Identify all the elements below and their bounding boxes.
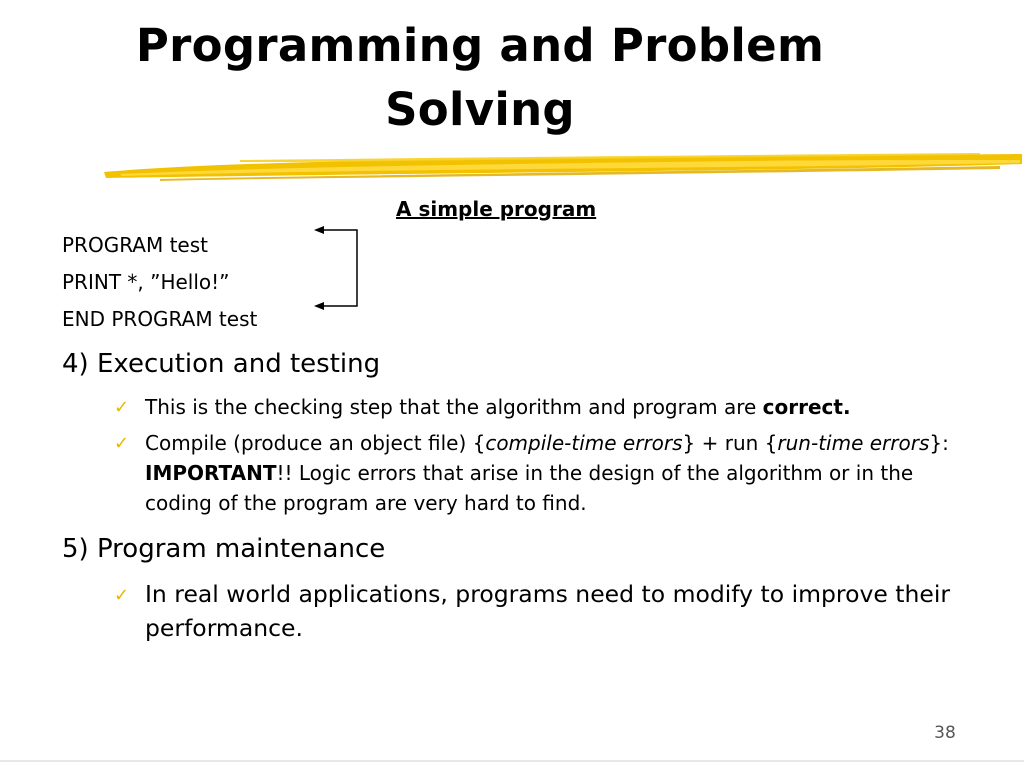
slide-subtitle: A simple program	[396, 197, 597, 221]
slide-title-line1: Programming and Problem	[135, 19, 825, 72]
bullet-text: In real world applications, programs need to modify to improve their performance.	[145, 580, 951, 642]
bottom-divider	[0, 760, 1024, 762]
slide-title-line2: Solving	[385, 83, 575, 136]
checkmark-bullet-icon: ✓	[114, 433, 130, 454]
checkmark-bullet-icon: ✓	[114, 397, 130, 418]
code-line-2: PRINT *, ”Hello!”	[62, 270, 230, 294]
yellow-brush-stroke-decoration	[100, 148, 1024, 184]
bullet-text: Compile (produce an object file) {compile-time errors} + run {run-time errors}: IMPORTANT!! Logic errors that arise in the design of the algorithm or in the coding of the program are very hard to find.	[145, 431, 949, 515]
page-number: 38	[934, 723, 956, 743]
checkmark-bullet-icon: ✓	[114, 585, 130, 606]
section5-bullet-1	[114, 577, 974, 645]
code-line-1: PROGRAM test	[62, 233, 208, 257]
section4-bullet-1	[114, 392, 974, 422]
section4-heading: 4) Execution and testing	[62, 349, 381, 379]
code-line-3: END PROGRAM test	[62, 307, 258, 331]
bracket-arrows-icon	[312, 222, 372, 314]
section5-heading: 5) Program maintenance	[62, 534, 386, 564]
section4-bullet-2	[114, 428, 974, 518]
bullet-text: This is the checking step that the algorithm and program are correct.	[145, 395, 851, 419]
slide-title	[0, 14, 960, 142]
